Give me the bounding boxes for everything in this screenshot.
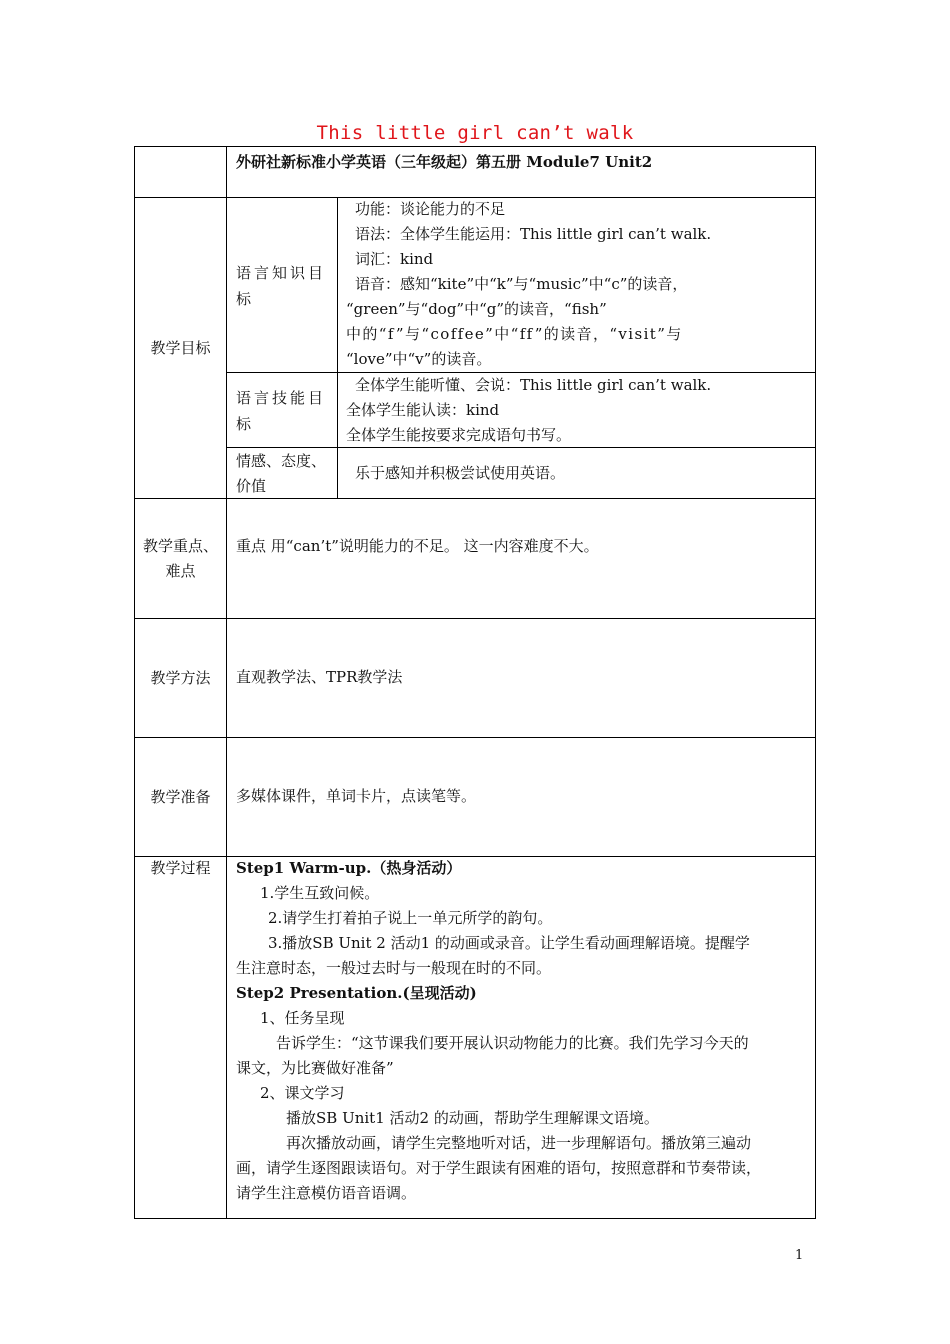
step2-line: 画，请学生逐图跟读语句。对于学生跟读有困难的语句，按照意群和节奏带读， (236, 1159, 762, 1177)
step2-line: 2、课文学习 (260, 1084, 345, 1102)
step1-item: 1.学生互致问候。 (260, 884, 380, 902)
page-number: 1 (795, 1248, 804, 1263)
step1-item: 3.播放SB Unit 2 活动1 的动画或录音。让学生看动画理解语境。提醒学 (268, 934, 750, 952)
document-title: This little girl can’t walk (316, 122, 634, 144)
skill-line: 全体学生能认读：kind (346, 401, 500, 419)
process-content (236, 856, 809, 1206)
emotion-objective-label: 情感、态度、价值 (236, 452, 327, 495)
key-points-label: 教学重点、难点 (142, 536, 218, 580)
emotion-objective-content: 乐于感知并积极尝试使用英语。 (355, 464, 566, 482)
step2-line: 再次播放动画，请学生完整地听对话，进一步理解语句。播放第三遍动 (286, 1134, 752, 1152)
step2-title: Step2 Presentation.(呈现活动) (236, 984, 477, 1002)
skill-line: 全体学生能按要求完成语句书写。 (346, 426, 572, 444)
column-divider (337, 197, 338, 499)
knowledge-objective-content (346, 197, 810, 372)
skill-objective-label: 语言技能目标 (236, 389, 327, 433)
key-points-content: 重点 用“can’t”说明能力的不足。 这一内容难度不大。 (236, 537, 599, 555)
knowledge-objective-label: 语言知识目标 (236, 264, 327, 308)
method-content: 直观教学法、TPR教学法 (236, 668, 403, 686)
row-divider (134, 737, 816, 738)
column-divider (226, 146, 227, 1219)
knowledge-line: 语法：全体学生能运用：This little girl can’t walk. (355, 225, 712, 243)
step2-line: 课文，为比赛做好准备” (236, 1059, 394, 1077)
knowledge-line: 语音：感知“kite”中“k”与“music”中“c”的读音， (355, 275, 688, 293)
knowledge-line: 词汇：kind (355, 250, 434, 268)
skill-line: 全体学生能听懂、会说：This little girl can’t walk. (355, 376, 712, 394)
skill-objective-content (346, 373, 810, 448)
step2-line: 请学生注意模仿语音语调。 (236, 1184, 417, 1202)
knowledge-line: 中的“f”与“coffee”中“ff”的读音，“visit”与 (346, 325, 683, 343)
knowledge-line: “love”中“v”的读音。 (346, 350, 492, 368)
step2-line: 播放SB Unit1 活动2 的动画，帮助学生理解课文语境。 (286, 1109, 659, 1127)
process-label: 教学过程 (150, 859, 211, 877)
table-border-bottom (134, 1218, 816, 1219)
row-divider (134, 618, 816, 619)
method-label: 教学方法 (150, 668, 211, 687)
table-border-top (134, 146, 816, 147)
course-header: 外研社新标准小学英语（三年级起）第五册 Module7 Unit2 (236, 153, 653, 171)
step2-line: 1、任务呈现 (260, 1009, 345, 1027)
step1-title: Step1 Warm-up.（热身活动） (236, 859, 462, 877)
knowledge-line: 功能：谈论能力的不足 (355, 200, 506, 218)
step1-item: 生注意时态，一般过去时与一般现在时的不同。 (236, 959, 552, 977)
step2-line: 告诉学生：“这节课我们要开展认识动物能力的比赛。我们先学习今天的 (276, 1034, 749, 1052)
preparation-content: 多媒体课件，单词卡片，点读笔等。 (236, 787, 477, 805)
knowledge-line: “green”与“dog”中“g”的读音，“fish” (346, 300, 607, 318)
step1-item: 2.请学生打着拍子说上一单元所学的韵句。 (268, 909, 553, 927)
table-border-right (815, 146, 816, 1219)
preparation-label: 教学准备 (150, 787, 211, 806)
objectives-label: 教学目标 (150, 338, 211, 357)
